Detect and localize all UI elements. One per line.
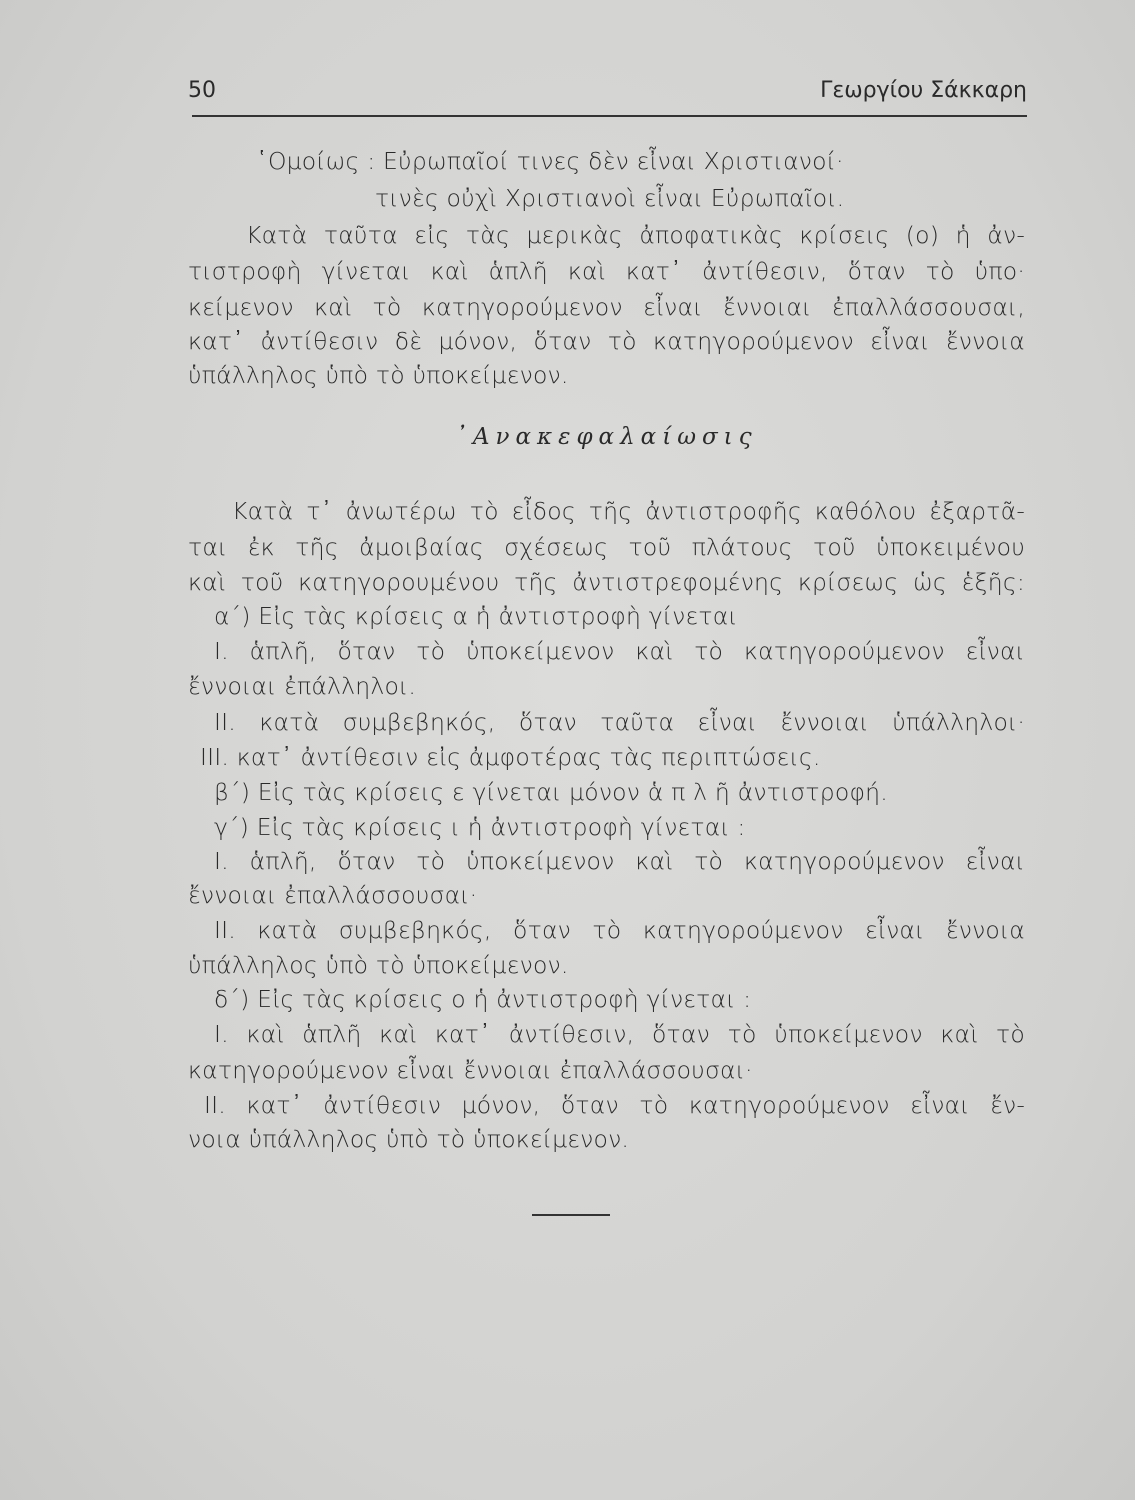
text-line: κατ᾿ ἀντίθεσιν δὲ μόνον, ὅταν τὸ κατηγορούμενον εἶναι ἔννοια xyxy=(188,327,1025,355)
text-line: ὑπάλληλος ὑπὸ τὸ ὑποκείμενον. xyxy=(188,361,569,389)
section-heading: ᾿Ανακεφαλαίωσις xyxy=(455,424,758,450)
running-header-author: Γεωργίου Σάκκαρη xyxy=(820,78,1027,103)
text-line: Κατὰ τ᾿ ἀνωτέρω τὸ εἶδος τῆς ἀντιστροφῆς καθόλου ἐξαρτᾶ- xyxy=(232,497,1025,525)
text-line: I. ἁπλῆ, ὅταν τὸ ὑποκείμενον καὶ τὸ κατηγορούμενον εἶναι xyxy=(214,847,1025,875)
text-line: II. κατὰ συμβεβηκός, ὅταν τὸ κατηγορούμενον εἶναι ἔννοια xyxy=(214,916,1025,944)
text-line: II. κατ᾿ ἀντίθεσιν μόνον, ὅταν τὸ κατηγορούμενον εἶναι ἔν- xyxy=(204,1091,1025,1119)
text-line: νοια ὑπάλληλος ὑπὸ τὸ ὑποκείμενον. xyxy=(188,1125,630,1153)
text-line: β´) Εἰς τὰς κρίσεις ε γίνεται μόνον ἁ π λ ῆ ἀντιστροφή. xyxy=(214,778,888,806)
text-line: Κατὰ ταῦτα εἰς τὰς μερικὰς ἀποφατικὰς κρίσεις (ο) ἡ ἀν- xyxy=(246,221,1025,249)
text-line: α´) Εἰς τὰς κρίσεις α ἡ ἀντιστροφὴ γίνεται xyxy=(214,602,738,630)
text-line: ται ἐκ τῆς ἀμοιβαίας σχέσεως τοῦ πλάτους τοῦ ὑποκειμένου xyxy=(188,533,1025,561)
text-line: ἔννοιαι ἐπαλλάσσουσαι· xyxy=(188,881,478,909)
text-line: ἔννοιαι ἐπάλληλοι. xyxy=(188,672,416,700)
page-number: 50 xyxy=(188,78,216,103)
text-line: ὑπάλληλος ὑπὸ τὸ ὑποκείμενον. xyxy=(188,951,569,979)
end-rule xyxy=(532,1214,610,1216)
text-line: III. κατ᾿ ἀντίθεσιν εἰς ἀμφοτέρας τὰς περιπτώσεις. xyxy=(200,743,821,771)
header-rule xyxy=(192,115,1027,117)
text-line: κείμενον καὶ τὸ κατηγορούμενον εἶναι ἔννοιαι ἐπαλλάσσουσαι, xyxy=(188,293,1025,321)
text-line: τιστροφὴ γίνεται καὶ ἁπλῆ καὶ κατ᾿ ἀντίθεσιν, ὅταν τὸ ὑπο· xyxy=(188,257,1025,285)
text-line: δ´) Εἰς τὰς κρίσεις ο ἡ ἀντιστροφὴ γίνεται : xyxy=(214,985,752,1013)
text-line: κατηγορούμενον εἶναι ἔννοιαι ἐπαλλάσσουσαι· xyxy=(188,1056,753,1084)
text-line: ῾Ομοίως : Εὐρωπαῖοί τινες δὲν εἶναι Χριστιανοί· xyxy=(256,147,844,175)
text-line: I. ἁπλῆ, ὅταν τὸ ὑποκείμενον καὶ τὸ κατηγορούμενον εἶναι xyxy=(214,637,1025,665)
text-line: II. κατὰ συμβεβηκός, ὅταν ταῦτα εἶναι ἔννοιαι ὑπάλληλοι· xyxy=(214,708,1025,736)
text-line: καὶ τοῦ κατηγορουμένου τῆς ἀντιστρεφομένης κρίσεως ὡς ἑξῆς: xyxy=(188,568,1025,596)
text-line: γ´) Εἰς τὰς κρίσεις ι ἡ ἀντιστροφὴ γίνεται : xyxy=(214,813,746,841)
text-line: I. καὶ ἁπλῆ καὶ κατ᾿ ἀντίθεσιν, ὅταν τὸ ὑποκείμενον καὶ τὸ xyxy=(214,1020,1025,1048)
text-line: τινὲς οὐχὶ Χριστιανοὶ εἶναι Εὐρωπαῖοι. xyxy=(375,184,845,212)
